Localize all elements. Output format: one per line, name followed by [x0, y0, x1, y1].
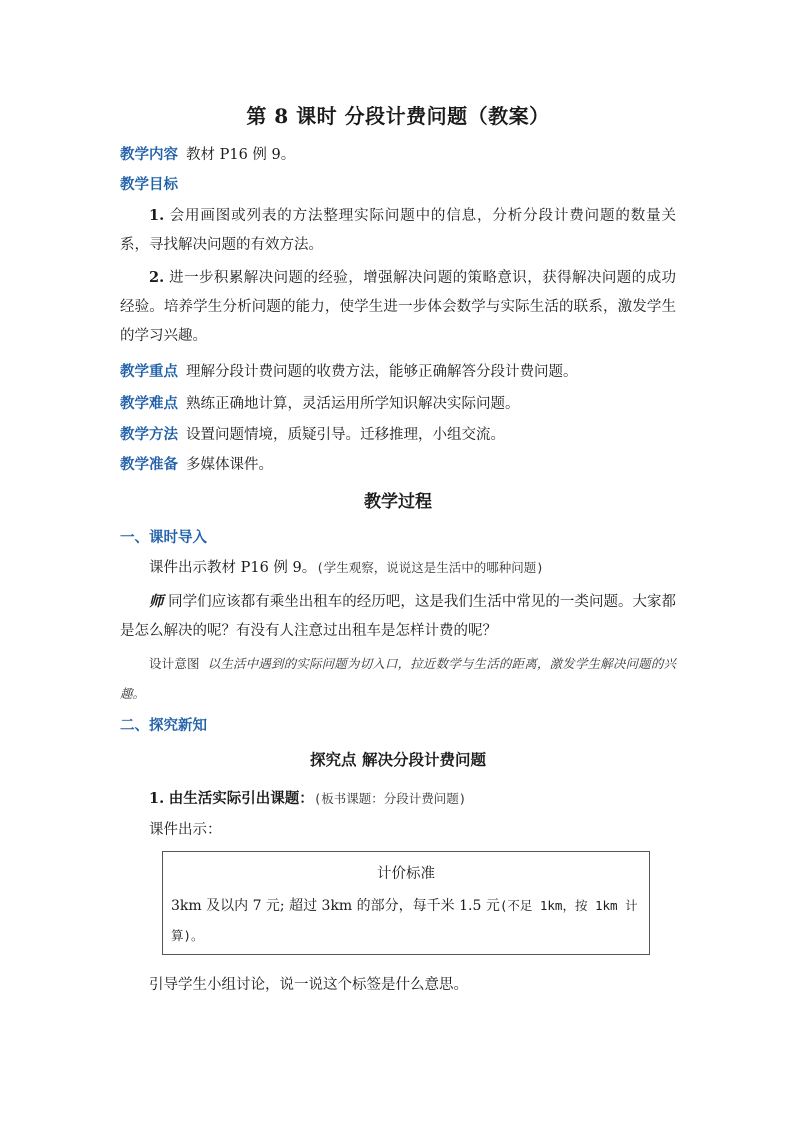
- key-point-label: 教学重点: [120, 363, 178, 380]
- pricing-box-note: (不足 1km，按 1km 计算)。: [171, 898, 638, 943]
- method-value: 设置问题情境，质疑引导。迁移推理，小组交流。: [186, 427, 505, 443]
- design-intent-text: 以生活中遇到的实际问题为切入口，拉近数学与生活的距离，激发学生解决问题的兴趣。: [120, 656, 676, 701]
- design-intent-label: 设计意图: [149, 656, 200, 671]
- teaching-content-row: [120, 145, 676, 165]
- section-2-heading: 二、探究新知: [120, 717, 207, 734]
- pricing-box-title: 计价标准: [377, 866, 435, 882]
- section-1-heading: 一、课时导入: [120, 529, 207, 546]
- preparation-label: 教学准备: [120, 456, 178, 473]
- difficulty-row: [120, 394, 676, 414]
- teacher-text: 同学们应该都有乘坐出租车的经历吧，这是我们生活中常见的一类问题。大家都是怎么解决的呢？有没有人注意过出租车是怎样计费的呢？: [120, 594, 677, 639]
- guide-line: 引导学生小组讨论，说一说这个标签是什么意思。: [149, 977, 468, 993]
- difficulty-label: 教学难点: [120, 395, 178, 412]
- goal-1-number: 1.: [149, 207, 165, 224]
- key-point-row: [120, 362, 676, 382]
- step-1-text: 由生活实际引出课题：: [168, 790, 314, 807]
- goal-2-number: 2.: [149, 269, 165, 286]
- page-title: 第 8 课时 分段计费问题（教案）: [246, 104, 550, 128]
- goal-1-paragraph: [120, 201, 676, 260]
- method-label: 教学方法: [120, 426, 178, 443]
- process-heading: 教学过程: [364, 492, 432, 512]
- teaching-goals-row: [120, 175, 676, 195]
- teaching-content-label: 教学内容: [120, 146, 178, 163]
- pricing-standard-box: [162, 851, 650, 955]
- step-1-note: (板书课题：分段计费问题): [313, 791, 467, 806]
- intro-text: 课件出示教材 P16 例 9。: [149, 560, 317, 576]
- goal-2-text: 进一步积累解决问题的经验，增强解决问题的策略意识，获得解决问题的成功经验。培养学生分析问题的能力，使学生进一步体会数学与实际生活的联系，激发学生的学习兴趣。: [120, 270, 676, 344]
- teacher-mark: 师: [149, 593, 164, 610]
- difficulty-value: 熟练正确地计算，灵活运用所学知识解决实际问题。: [186, 396, 520, 412]
- pricing-box-text: 3km 及以内 7 元; 超过 3km 的部分，每千米 1.5 元: [171, 898, 500, 914]
- intro-line: [149, 558, 705, 578]
- teaching-goals-label: 教学目标: [120, 176, 178, 193]
- key-point-value: 理解分段计费问题的收费方法，能够正确解答分段计费问题。: [186, 364, 578, 380]
- exploration-subheading: 探究点 解决分段计费问题: [310, 750, 486, 769]
- teaching-content-value: 教材 P16 例 9。: [186, 147, 296, 163]
- step-1-line: [149, 789, 705, 809]
- design-intent-paragraph: [120, 649, 676, 709]
- pricing-box-content: [171, 891, 641, 951]
- show-line: 课件出示：: [149, 822, 222, 838]
- goal-2-paragraph: [120, 263, 676, 351]
- method-row: [120, 425, 676, 445]
- intro-note: (学生观察，说说这是生活中的哪种问题): [316, 560, 544, 575]
- preparation-value: 多媒体课件。: [186, 457, 273, 473]
- preparation-row: [120, 455, 676, 475]
- goal-1-text: 会用画图或列表的方法整理实际问题中的信息，分析分段计费问题的数量关系，寻找解决问题的有效方法。: [120, 208, 677, 253]
- step-1-number: 1.: [149, 790, 165, 807]
- teacher-paragraph: [120, 587, 676, 646]
